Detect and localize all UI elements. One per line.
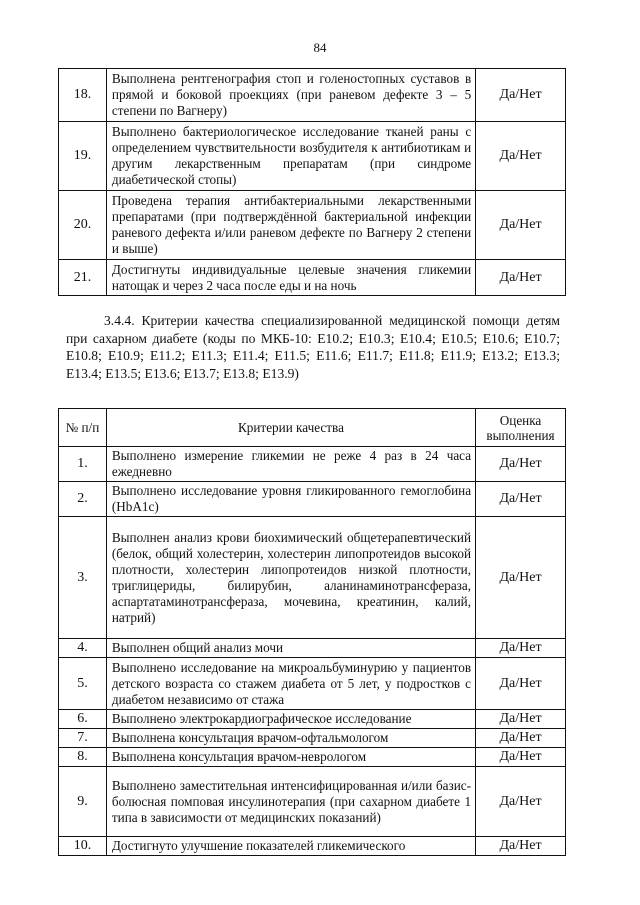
table-row [59, 482, 566, 517]
criterion-text: Проведена терапия антибактериальными лекарственными препаратами (при подтверждённой бактериальной инфекции раневого дефекта и/или раневом дефекте по Вагнеру 2 степени и выше) [106, 191, 475, 260]
row-number: 18. [59, 69, 107, 122]
row-number: 7. [59, 729, 107, 748]
evaluation-value: Да/Нет [476, 447, 566, 482]
row-number: 6. [59, 710, 107, 729]
table-row [59, 710, 566, 729]
evaluation-value: Да/Нет [476, 658, 566, 710]
table-row [59, 748, 566, 767]
table-row [59, 729, 566, 748]
row-number: 1. [59, 447, 107, 482]
row-number: 21. [59, 260, 107, 296]
row-number: 19. [59, 122, 107, 191]
criterion-text: Выполнено измерение гликемии не реже 4 раз в 24 часа ежедневно [106, 447, 475, 482]
table-row [59, 260, 566, 296]
evaluation-value: Да/Нет [476, 122, 566, 191]
row-number: 3. [59, 517, 107, 639]
criterion-text: Выполнен общий анализ мочи [106, 639, 475, 658]
evaluation-value: Да/Нет [476, 517, 566, 639]
evaluation-value: Да/Нет [476, 639, 566, 658]
header-evaluation: Оценка выполнения [476, 409, 566, 447]
row-number: 5. [59, 658, 107, 710]
table-row [59, 517, 566, 639]
header-number: № п/п [59, 409, 107, 447]
evaluation-value: Да/Нет [476, 767, 566, 837]
criterion-text: Выполнена рентгенография стоп и голеностопных суставов в прямой и боковой проекциях (при раневом дефекте 3 – 5 степени по Вагнеру) [106, 69, 475, 122]
header-criteria: Критерии качества [106, 409, 475, 447]
evaluation-value: Да/Нет [476, 191, 566, 260]
row-number: 9. [59, 767, 107, 837]
criterion-text: Выполнена консультация врачом-офтальмологом [106, 729, 475, 748]
evaluation-value: Да/Нет [476, 710, 566, 729]
criterion-text: Выполнена консультация врачом-неврологом [106, 748, 475, 767]
table-row [59, 69, 566, 122]
criterion-text: Выполнено исследование уровня гликированного гемоглобина (HbA1c) [106, 482, 475, 517]
table-row [59, 191, 566, 260]
table-row [59, 639, 566, 658]
row-number: 8. [59, 748, 107, 767]
criterion-text: Достигнуто улучшение показателей гликемического [106, 837, 475, 856]
table-row [59, 447, 566, 482]
evaluation-value: Да/Нет [476, 260, 566, 296]
table-row [59, 767, 566, 837]
criteria-table-continued [58, 68, 566, 296]
criterion-text: Выполнено исследование на микроальбуминурию у пациентов детского возраста со стажем диабета от 5 лет, у подростков с диабетом независимо от стажа [106, 658, 475, 710]
evaluation-value: Да/Нет [476, 69, 566, 122]
quality-criteria-table [58, 408, 566, 856]
criterion-text: Выполнен анализ крови биохимический общетерапевтический (белок, общий холестерин, холестерин липопротеидов высокой плотности, холестерин липопротеидов низкой плотности, триглицериды, билирубин, аланинаминотрансфераза, аспартатаминотрансфераза, мочевина, креатинин, калий, натрий) [106, 517, 475, 639]
table-row [59, 658, 566, 710]
section-heading-paragraph: 3.4.4. Критерии качества специализированной медицинской помощи детям при сахарном диабете (коды по МКБ-10: E10.2; E10.3; E10.4; E10.5; E10.6; E10.7; E10.8; E10.9; E11.2; E11.3; E11.4; E11.5; E11.6; E11.7; E11.8; E11.9; E13.2; E13.3; E13.4; E13.5; E13.6; E13.7; E13.8; E13.9) [66, 313, 560, 381]
evaluation-value: Да/Нет [476, 837, 566, 856]
table-row [59, 837, 566, 856]
criterion-text: Выполнено электрокардиографическое исследование [106, 710, 475, 729]
criterion-text: Выполнено заместительная интенсифицированная и/или базис-болюсная помповая инсулинотерапия (при сахарном диабете 1 типа в зависимости от медицинских показаний) [106, 767, 475, 837]
evaluation-value: Да/Нет [476, 748, 566, 767]
table-row [59, 122, 566, 191]
criterion-text: Достигнуты индивидуальные целевые значения гликемии натощак и через 2 часа после еды и на ночь [106, 260, 475, 296]
row-number: 20. [59, 191, 107, 260]
page-number: 84 [313, 40, 327, 55]
row-number: 2. [59, 482, 107, 517]
table-header-row [59, 409, 566, 447]
evaluation-value: Да/Нет [476, 729, 566, 748]
row-number: 4. [59, 639, 107, 658]
criterion-text: Выполнено бактериологическое исследование тканей раны с определением чувствительности возбудителя к антибиотикам и другим лекарственным препаратам (при синдроме диабетической стопы) [106, 122, 475, 191]
row-number: 10. [59, 837, 107, 856]
evaluation-value: Да/Нет [476, 482, 566, 517]
